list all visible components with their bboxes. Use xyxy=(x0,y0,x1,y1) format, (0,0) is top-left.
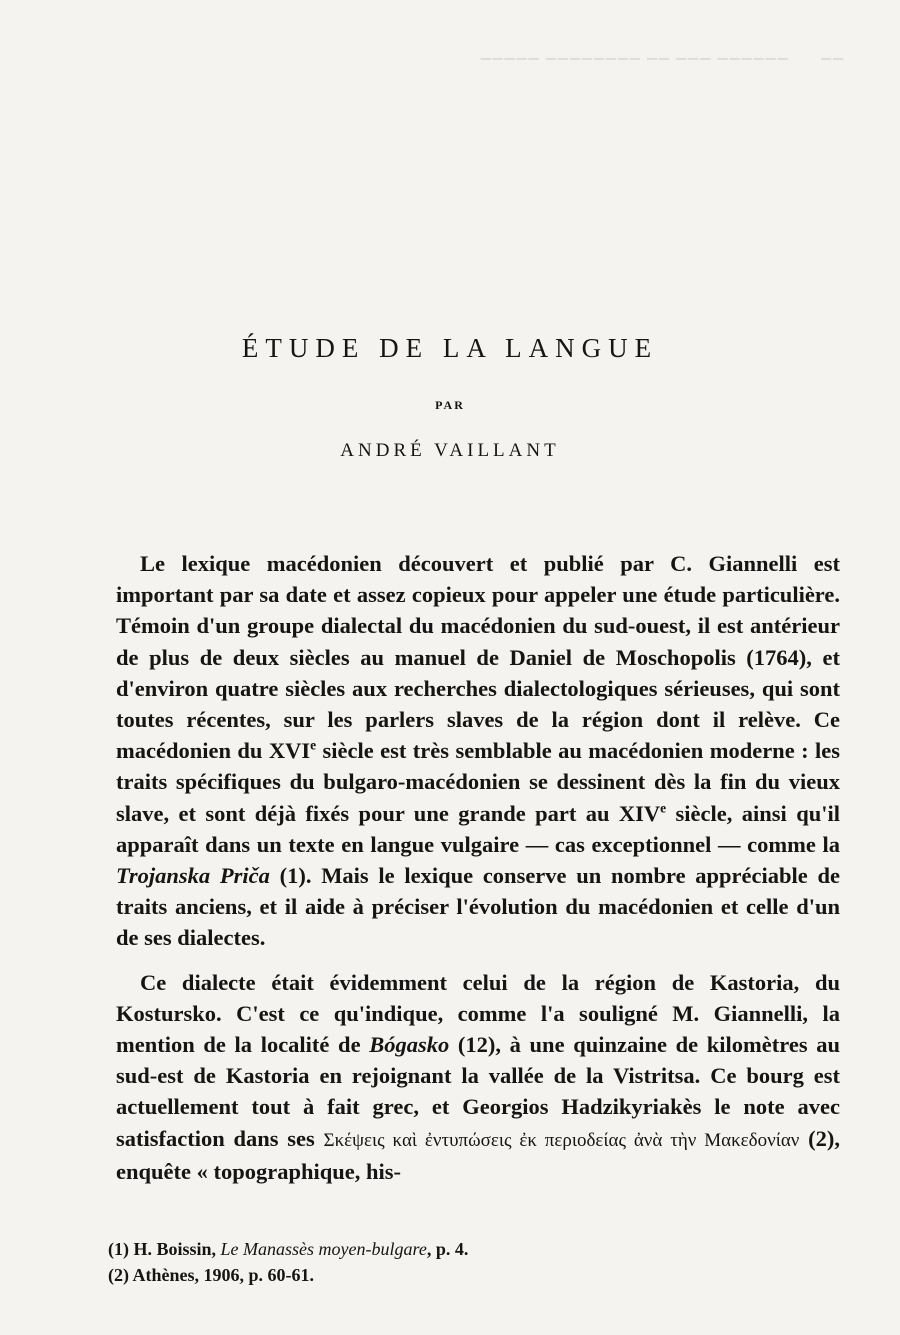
footnote-1 xyxy=(108,1236,808,1262)
footnote-author: H. Boissin, xyxy=(133,1239,221,1259)
footnotes xyxy=(108,1236,808,1288)
footnote-2 xyxy=(108,1262,808,1288)
footnote-text: Athènes, 1906, p. 60-61. xyxy=(132,1265,315,1285)
body-text xyxy=(116,548,840,1187)
paragraph-1-part-a: Le lexique macédonien découvert et publié par C. Giannelli est important par sa date et assez copieux pour appeler une étude particulière. Témoin d'un groupe dialectal du macédonien du sud-ouest, il est antérieur de plus de deux siècles au manuel de Daniel de Moschopolis (1764), et d'environ quatre siècles aux recherches dialectologiques sérieuses, qui sont toutes récentes, sur les parlers slaves de la région dont il relève. Ce macédonien du XVI xyxy=(116,551,840,764)
superscript: e xyxy=(660,800,667,816)
footnote-mark: (1) xyxy=(108,1239,129,1259)
footnote-title: Le Manassès moyen-bulgare xyxy=(220,1239,427,1259)
place-name-italic: Bógasko xyxy=(369,1032,450,1058)
work-title-italic: Trojanska Priča xyxy=(116,863,270,889)
paragraph-1 xyxy=(116,548,840,954)
footnote-ref-1[interactable]: (1) xyxy=(279,863,306,889)
paragraph-2-part-c: , enquête « topographique, his- xyxy=(116,1125,841,1184)
footnote-ref-2[interactable]: (2) xyxy=(808,1125,835,1151)
superscript: e xyxy=(310,737,317,753)
paragraph-1-part-b: siècle est très semblable au macédonien moderne : les traits spécifiques du bulgaro-macédonien se dessinent dès la fin du vieux slave, et sont déjà fixés pour une grande part au XIV xyxy=(116,738,840,826)
paragraph-2 xyxy=(116,967,840,1187)
paragraph-1-part-d: . Mais le lexique conserve un nombre appréciable de traits anciens, et il aide à préciser l'évolution du macédonien et celle d'un de ses dialectes. xyxy=(116,863,840,951)
paragraph-2-part-a: Ce dialecte était évidemment celui de la région de Kastoria, du Kostursko. C'est ce qu'indique, comme l'a souligné M. Giannelli, la mention de la localité de xyxy=(116,969,840,1058)
paragraph-2-part-b: (12), à une quinzaine de kilomètres au sud-est de Kastoria en rejoignant la vallée de la Vistritsa. Ce bourg est actuellement tout à fait grec, et Georgios Hadzikyriakès le note avec satisfaction dans ses xyxy=(116,1032,840,1151)
bleed-through-header: ▔▔▔▔▔ ▔▔▔▔▔▔▔▔ ▔▔ ▔▔▔ ▔▔▔▔▔▔ ▔▔ xyxy=(480,58,845,73)
author-name: ANDRÉ VAILLANT xyxy=(340,440,560,461)
byline-label: PAR xyxy=(435,398,465,412)
greek-title: Σκέψεις καὶ ἐντυπώσεις ἐκ περιοδείας ἀνὰ τὴν Μακεδονίαν xyxy=(323,1129,800,1151)
footnote-rest: , p. 4. xyxy=(426,1239,469,1259)
footnote-mark: (2) xyxy=(108,1265,129,1285)
article-title: ÉTUDE DE LA LANGUE xyxy=(241,333,659,363)
paragraph-1-part-c: siècle, ainsi qu'il apparaît dans un texte en langue vulgaire — cas exceptionnel — comme la xyxy=(116,800,840,857)
